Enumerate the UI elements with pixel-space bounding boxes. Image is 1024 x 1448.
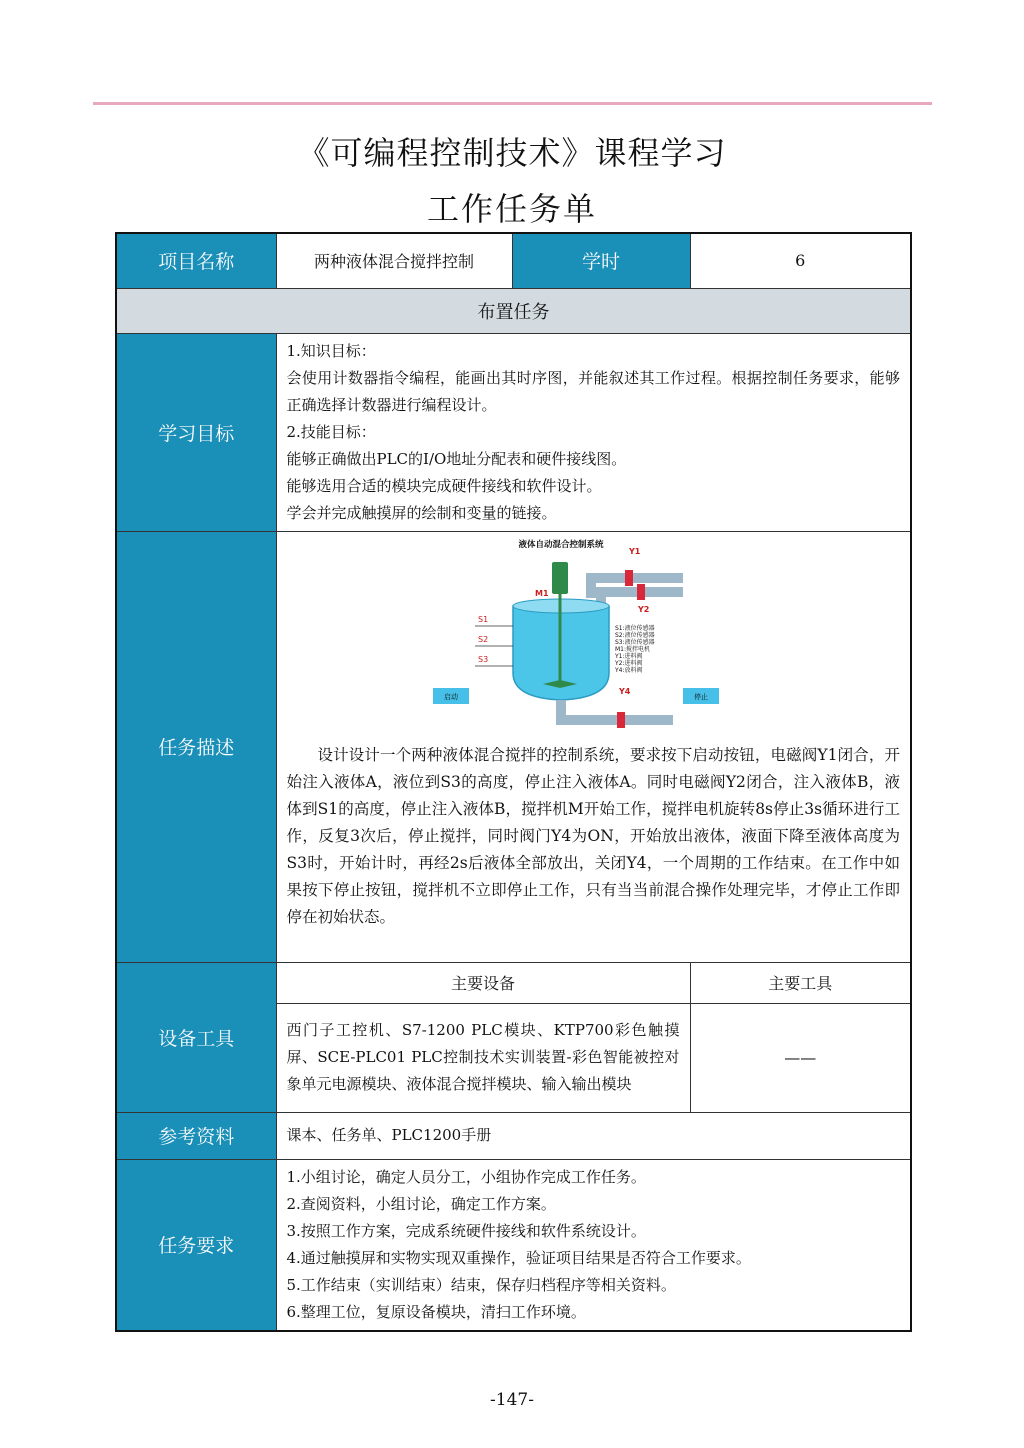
section-title: 布置任务 [116,288,911,333]
objective-line: 2.技能目标： [286,422,376,441]
requirements-label: 任务要求 [116,1159,276,1331]
task-description: 设计设计一个两种液体混合搅拌的控制系统，要求按下启动按钮，电磁阀Y1闭合，开始注入液体A，液位到S3的高度，停止注入液体A。同时电磁阀Y2闭合，注入液体B，液体到S1的高度，停止注入液体B，搅拌机M开始工作，搅拌电机旋转8s停止3s循环进行工作，反复3次后，停止搅拌，同时阀门Y4为ON，开始放出液体，液面下降至液体高度为S3时，开始计时，再经2s后液体全部放出，关闭Y4，一个周期的工作结束。在工作中如果按下停止按钮，搅拌机不立即停止工作，只有当当前混合操作处理完毕，才停止工作即停在初始状态。 [286,745,900,926]
tag-y2: Y2 [638,604,650,614]
requirements-content [276,1159,911,1331]
tag-m1: M1 [535,588,549,598]
valve-y1-icon [625,570,633,586]
legend-item: Y4:放料阀 [615,666,643,674]
page-subtitle: 工作任务单 [426,190,597,228]
requirement-item: 6.整理工位，复原设备模块，清扫工作环境。 [286,1302,586,1321]
task-label: 任务描述 [116,531,276,962]
equipment-header-row [116,962,911,1003]
task-sheet-table [115,232,912,1332]
stop-button-label: 停止 [694,692,709,701]
project-name-value: 两种液体混合搅拌控制 [276,233,512,288]
legend-item: Y2:进料阀 [615,659,643,667]
references-label: 参考资料 [116,1112,276,1159]
task-content [276,531,911,962]
requirement-item: 2.查阅资料，小组讨论，确定工作方案。 [286,1194,556,1213]
hours-label: 学时 [512,233,690,288]
equipment-label: 设备工具 [116,962,276,1112]
objective-line: 能够正确做出PLC的I/O地址分配表和硬件接线图。 [286,449,627,468]
start-button-label: 启动 [444,692,459,701]
main-equipment-header: 主要设备 [276,962,690,1003]
objective-line: 1.知识目标： [286,341,376,360]
tag-y4: Y4 [619,686,631,696]
system-figure [277,532,911,742]
header-rule [93,102,932,105]
requirement-item: 4.通过触摸屏和实物实现双重操作，验证项目结果是否符合工作要求。 [286,1248,751,1267]
legend-item: S1:液位传感器 [615,624,655,632]
objectives-row [116,333,911,531]
objectives-content [276,333,911,531]
task-row [116,531,911,962]
requirement-item: 5.工作结束（实训结束）结束，保存归档程序等相关资料。 [286,1275,676,1294]
motor-m1-icon [552,562,568,594]
figure-legend [614,624,655,674]
requirement-item: 3.按照工作方案，完成系统硬件接线和软件系统设计。 [286,1221,646,1240]
legend-item: S3:液位传感器 [615,638,655,646]
objective-line: 会使用计数器指令编程，能画出其时序图，并能叙述其工作过程。根据控制任务要求，能够正确选择计数器进行编程设计。 [286,368,900,414]
main-equipment-value: 西门子工控机、S7-1200 PLC模块、KTP700彩色触摸屏、SCE-PLC01 PLC控制技术实训装置-彩色智能被控对象单元电源模块、液体混合搅拌模块、输入输出模块 [276,1003,690,1112]
tag-s3: S3 [478,654,489,664]
figure-title: 液体自动混合控制系统 [518,539,604,550]
requirement-item: 1.小组讨论，确定人员分工，小组协作完成工作任务。 [286,1167,646,1186]
tag-s1: S1 [478,614,489,624]
project-name-label: 项目名称 [116,233,276,288]
page-number: -147- [490,1390,534,1410]
legend-item: M1:搅拌电机 [615,645,651,653]
objective-line: 能够选用合适的模块完成硬件接线和软件设计。 [286,476,602,495]
references-row [116,1112,911,1159]
project-row [116,233,911,288]
legend-item: S2:液位传感器 [615,631,655,639]
main-tools-header: 主要工具 [690,962,911,1003]
tag-s2: S2 [478,634,489,644]
legend-item: Y1:进料阀 [615,652,643,660]
references-value: 课本、任务单、PLC1200手册 [276,1112,911,1159]
main-tools-value: —— [690,1003,911,1112]
valve-y4-icon [617,712,625,728]
objective-line: 学会并完成触摸屏的绘制和变量的链接。 [286,503,557,522]
valve-y2-icon [637,584,645,600]
mixing-system-diagram [444,538,713,738]
objectives-label: 学习目标 [116,333,276,531]
requirements-row [116,1159,911,1331]
tag-y1: Y1 [629,546,641,556]
hours-value: 6 [690,233,911,288]
page-title: 《可编程控制技术》课程学习 [297,134,727,172]
